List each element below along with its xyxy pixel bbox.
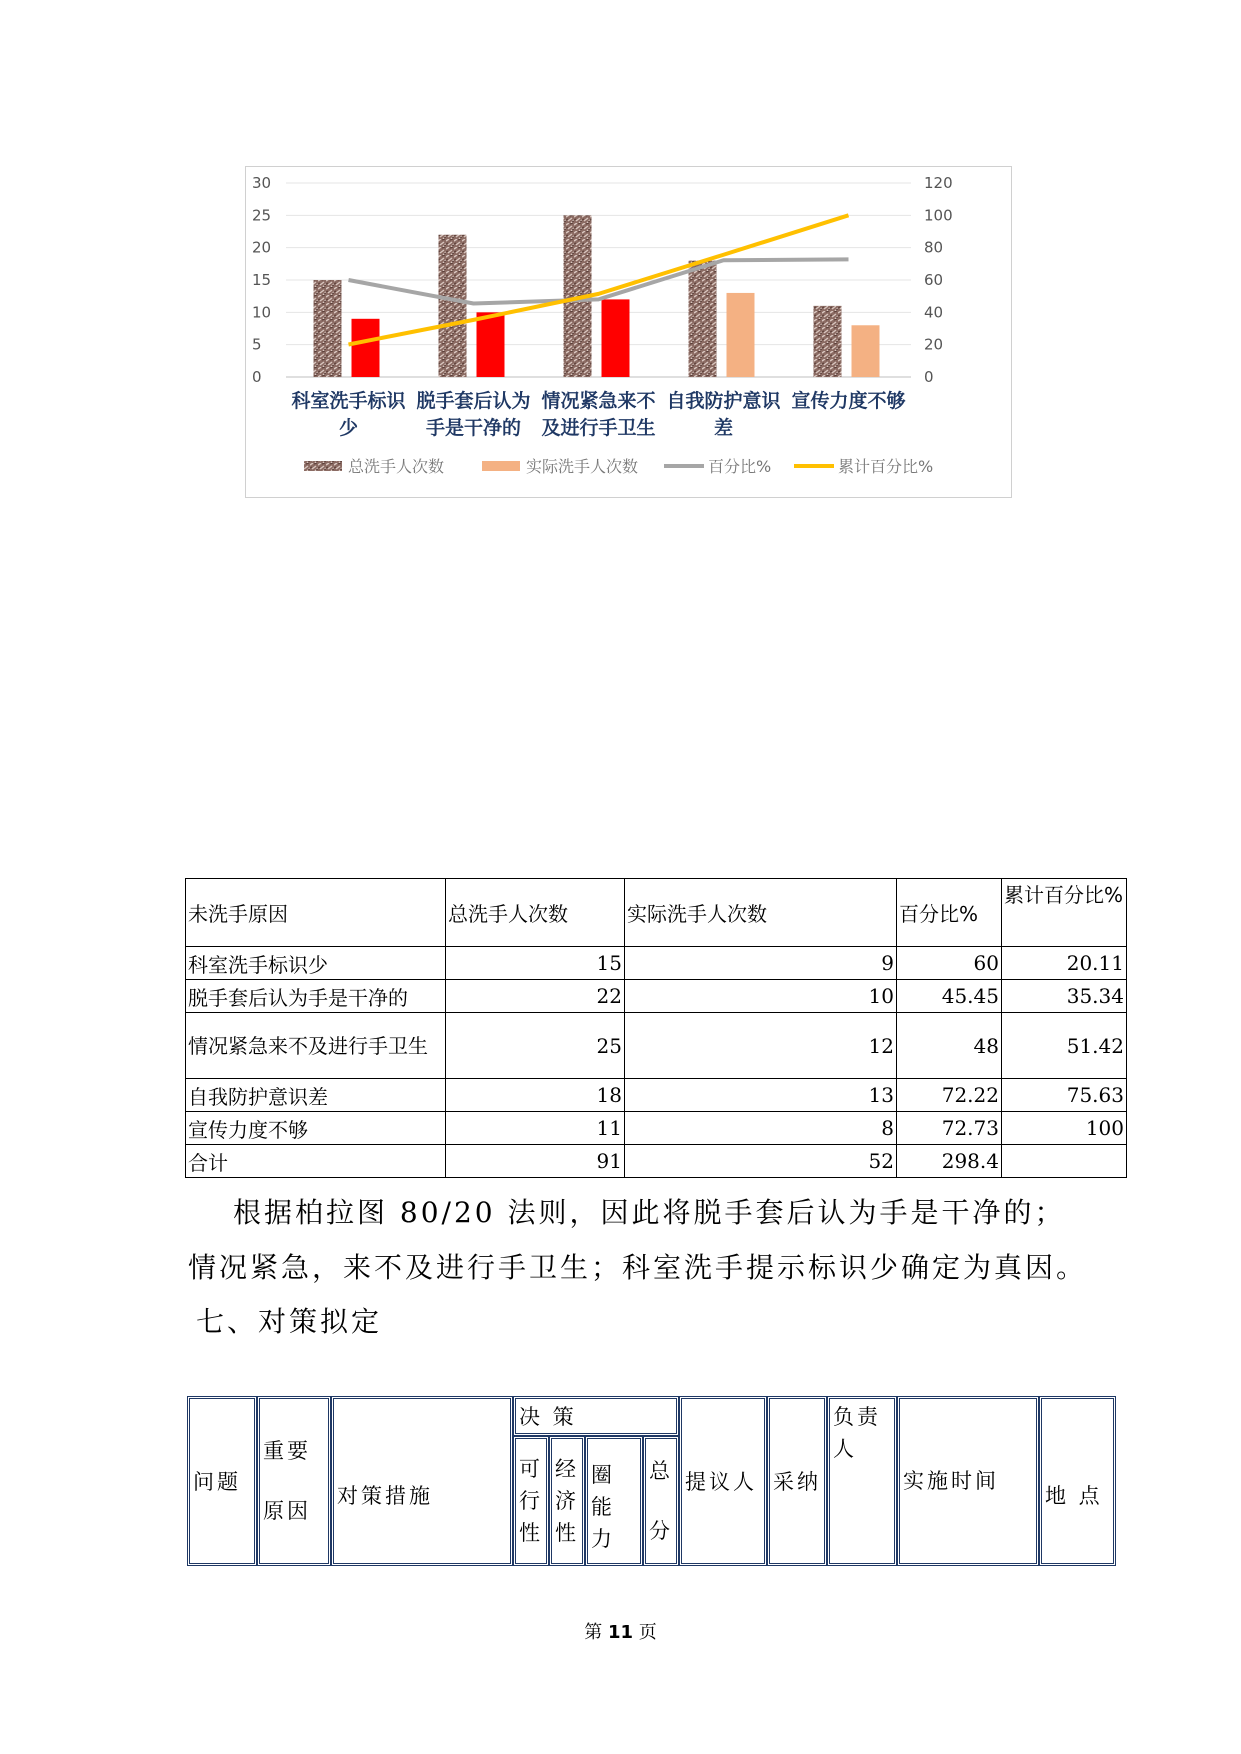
cell-cumulative: 35.34 [1002,980,1127,1013]
cell-total: 15 [446,947,625,980]
plan-header-capability: 圈能力 [585,1436,643,1566]
cell-actual: 52 [625,1145,897,1178]
cell-total: 18 [446,1079,625,1112]
plan-header-adopt: 采纳 [767,1396,827,1566]
bar-actual [727,293,755,377]
page-number: 11 [607,1622,634,1643]
cell-total: 91 [446,1145,625,1178]
left-axis-tick: 30 [252,174,272,192]
cell-actual: 9 [625,947,897,980]
cell-cumulative: 100 [1002,1112,1127,1145]
right-axis-tick: 0 [924,368,934,386]
data-table [185,878,1127,1178]
header-reason: 未洗手原因 [186,879,446,947]
chart-svg [246,167,1011,497]
footer-prefix: 第 [584,1622,608,1643]
plan-table [187,1396,1116,1566]
left-axis-tick: 25 [252,206,272,225]
cell-total: 11 [446,1112,625,1145]
cell-actual: 13 [625,1079,897,1112]
bar-actual [352,319,380,377]
bar-total [439,235,467,377]
plan-header-time: 实施时间 [897,1396,1039,1566]
cell-percent: 72.73 [897,1112,1002,1145]
cell-percent: 72.22 [897,1079,1002,1112]
cell-cumulative [1002,1145,1127,1178]
plan-header-row-1 [187,1396,1116,1436]
plan-header-decision: 决 策 [513,1396,679,1436]
percent-line [349,259,849,303]
table-row [186,1112,1127,1145]
plan-header-feasibility: 可行性 [513,1436,549,1566]
cell-actual: 12 [625,1013,897,1079]
pareto-chart [245,166,1012,498]
category-label: 自我防护意识 [666,390,781,412]
cell-actual: 10 [625,980,897,1013]
header-actual: 实际洗手人次数 [625,879,897,947]
legend-label: 实际洗手人次数 [526,457,639,476]
left-axis-tick: 20 [252,238,272,257]
cell-reason: 自我防护意识差 [186,1079,446,1112]
bar-actual [602,299,630,377]
legend-swatch [482,461,520,471]
category-label-line2: 差 [713,417,734,439]
cell-total: 22 [446,980,625,1013]
cell-total: 25 [446,1013,625,1079]
right-axis-tick: 120 [924,174,953,192]
category-label-line2: 手是干净的 [425,417,522,439]
table-header-row [186,879,1127,947]
plan-header-place: 地 点 [1039,1396,1116,1566]
cell-percent: 60 [897,947,1002,980]
table-row [186,1013,1127,1079]
cell-cumulative: 75.63 [1002,1079,1127,1112]
right-axis-tick: 40 [924,303,944,322]
plan-header-cause: 重要原因 [257,1396,331,1566]
plan-header-economy: 经济性 [549,1436,585,1566]
category-label-line2: 少 [338,417,359,439]
category-label: 科室洗手标识 [291,390,406,412]
plan-header-problem: 问题 [187,1396,257,1566]
legend-label: 百分比% [708,457,772,476]
cell-reason: 宣传力度不够 [186,1112,446,1145]
cell-percent: 45.45 [897,980,1002,1013]
header-total: 总洗手人次数 [446,879,625,947]
category-label: 宣传力度不够 [791,390,906,412]
bar-total [689,261,717,377]
page-footer [0,1618,1241,1644]
bar-total [314,280,342,377]
category-label: 情况紧急来不 [541,390,656,412]
cell-cumulative: 51.42 [1002,1013,1127,1079]
category-label-line2: 及进行手卫生 [541,417,656,439]
left-axis-tick: 0 [252,368,262,386]
conclusion-line-1: 根据柏拉图 80/20 法则，因此将脱手套后认为手是干净的； [233,1196,1066,1229]
cell-reason: 合计 [186,1145,446,1178]
plan-header-proposer: 提议人 [679,1396,767,1566]
conclusion-line-2: 情况紧急，来不及进行手卫生；科室洗手提示标识少确定为真因。 [188,1251,1088,1284]
cell-actual: 8 [625,1112,897,1145]
footer-suffix: 页 [633,1622,657,1643]
plan-header-owner: 负责人 [827,1396,897,1566]
legend-swatch [304,461,342,471]
bar-total [814,306,842,377]
left-axis-tick: 15 [252,271,272,289]
cell-percent: 48 [897,1013,1002,1079]
cell-reason: 情况紧急来不及进行手卫生 [186,1013,446,1079]
plan-header-measures: 对策措施 [331,1396,513,1566]
right-axis-tick: 100 [924,206,953,225]
section-heading: 七、对策拟定 [196,1305,383,1338]
right-axis-tick: 20 [924,335,944,354]
header-percent: 百分比% [897,879,1002,947]
plan-header-total: 总分 [643,1436,679,1566]
cell-reason: 脱手套后认为手是干净的 [186,980,446,1013]
legend-label: 累计百分比% [838,457,934,476]
header-cumulative: 累计百分比% [1002,879,1127,947]
bar-actual [852,325,880,377]
table-row [186,947,1127,980]
bar-actual [477,312,505,377]
right-axis-tick: 80 [924,238,944,257]
legend-label: 总洗手人次数 [348,457,445,476]
left-axis-tick: 10 [252,303,272,322]
table-row [186,980,1127,1013]
cell-percent: 298.4 [897,1145,1002,1178]
right-axis-tick: 60 [924,271,944,289]
cell-cumulative: 20.11 [1002,947,1127,980]
left-axis-tick: 5 [252,335,262,354]
table-row [186,1079,1127,1112]
cell-reason: 科室洗手标识少 [186,947,446,980]
table-total-row [186,1145,1127,1178]
category-label: 脱手套后认为 [416,390,531,412]
